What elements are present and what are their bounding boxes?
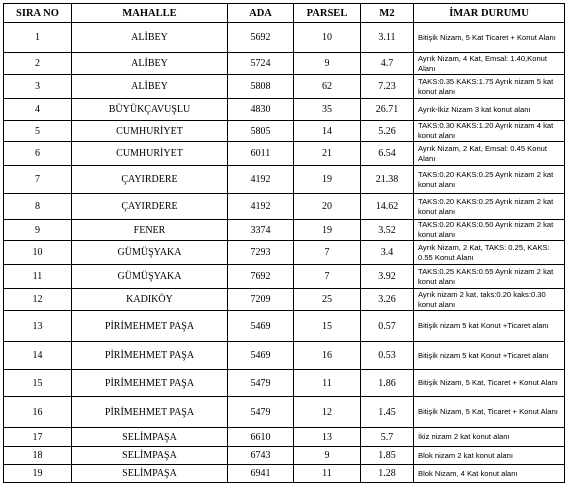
cell-ada: 6941 [228,465,294,483]
cell-mahalle: ÇAYIRDERE [72,194,228,220]
cell-parsel: 9 [294,447,361,465]
table-row [4,121,565,142]
cell-imar-durumu: TAKS:0.20 KAKS:0.25 Ayrık nizam 2 kat konut alanı [414,194,565,220]
cell-mahalle: GÜMÜŞYAKA [72,241,228,265]
cell-mahalle: CUMHURİYET [72,142,228,166]
cell-mahalle: SELİMPAŞA [72,465,228,483]
cell-ada: 7293 [228,241,294,265]
cell-sira-no: 15 [4,370,72,397]
cell-m2: 1.28 [361,465,414,483]
cell-ada: 5805 [228,121,294,142]
cell-parsel: 35 [294,99,361,121]
cell-imar-durumu: TAKS:0.30 KAKS:1.20 Ayrık nizam 4 kat konut alanı [414,121,565,142]
table-row [4,75,565,99]
cell-parsel: 7 [294,265,361,289]
header-sira-no: SIRA NO [4,4,72,23]
cell-imar-durumu: Bitişik Nizam, 5 Kat, Ticaret + Konut Alanı [414,370,565,397]
cell-sira-no: 4 [4,99,72,121]
cell-sira-no: 17 [4,428,72,447]
table-row [4,53,565,75]
cell-mahalle: SELİMPAŞA [72,428,228,447]
cell-mahalle: KADIKÖY [72,289,228,311]
cell-m2: 0.57 [361,311,414,342]
cell-mahalle: FENER [72,220,228,241]
cell-mahalle: PİRİMEHMET PAŞA [72,397,228,428]
cell-m2: 1.45 [361,397,414,428]
cell-parsel: 14 [294,121,361,142]
table-row [4,220,565,241]
header-row [4,4,565,23]
cell-sira-no: 12 [4,289,72,311]
cell-ada: 3374 [228,220,294,241]
cell-parsel: 16 [294,342,361,370]
table-row [4,447,565,465]
table-row [4,166,565,194]
cell-m2: 3.26 [361,289,414,311]
cell-sira-no: 2 [4,53,72,75]
cell-sira-no: 16 [4,397,72,428]
cell-sira-no: 6 [4,142,72,166]
table-row [4,370,565,397]
table-row [4,265,565,289]
table-row [4,397,565,428]
cell-imar-durumu: TAKS:0.20 KAKS:0.50 Ayrık nizam 2 kat konut alanı [414,220,565,241]
cell-m2: 1.86 [361,370,414,397]
cell-ada: 5692 [228,23,294,53]
cell-m2: 5.26 [361,121,414,142]
cell-m2: 7.23 [361,75,414,99]
cell-parsel: 20 [294,194,361,220]
header-m2: M2 [361,4,414,23]
cell-imar-durumu: Bitişik Nizam, 5 Kat, Ticaret + Konut Alanı [414,397,565,428]
header-imar-durumu: İMAR DURUMU [414,4,565,23]
cell-parsel: 19 [294,166,361,194]
cell-m2: 3.52 [361,220,414,241]
cell-m2: 1.85 [361,447,414,465]
cell-imar-durumu: Ayrık nizam 2 kat, taks:0.20 kaks:0.30 konut alanı [414,289,565,311]
cell-imar-durumu: Bitişik nizam 5 kat Konut +Ticaret alanı [414,311,565,342]
cell-sira-no: 3 [4,75,72,99]
imar-table-container [3,3,564,483]
cell-m2: 21.38 [361,166,414,194]
cell-parsel: 11 [294,465,361,483]
table-row [4,289,565,311]
cell-imar-durumu: Ayrık Nizam, 4 Kat, Emsal: 1.40,Konut Alanı [414,53,565,75]
cell-mahalle: PİRİMEHMET PAŞA [72,370,228,397]
cell-ada: 6610 [228,428,294,447]
cell-sira-no: 14 [4,342,72,370]
table-row [4,241,565,265]
cell-parsel: 15 [294,311,361,342]
cell-imar-durumu: Blok nizam 2 kat konut alanı [414,447,565,465]
cell-imar-durumu: Blok Nizam, 4 Kat konut alanı [414,465,565,483]
cell-mahalle: CUMHURİYET [72,121,228,142]
cell-ada: 6743 [228,447,294,465]
imar-table [3,3,565,483]
cell-imar-durumu: TAKS:0.35 KAKS:1.75 Ayrık nizam 5 kat konut alanı [414,75,565,99]
cell-mahalle: PİRİMEHMET PAŞA [72,311,228,342]
table-row [4,194,565,220]
table-body [4,23,565,483]
cell-mahalle: ÇAYIRDERE [72,166,228,194]
cell-mahalle: SELİMPAŞA [72,447,228,465]
cell-ada: 7209 [228,289,294,311]
cell-m2: 14.62 [361,194,414,220]
cell-imar-durumu: Bitişik nizam 5 kat Konut +Ticaret alanı [414,342,565,370]
cell-m2: 5.7 [361,428,414,447]
cell-ada: 4192 [228,166,294,194]
cell-m2: 3.11 [361,23,414,53]
header-mahalle: MAHALLE [72,4,228,23]
cell-mahalle: ALİBEY [72,23,228,53]
cell-parsel: 13 [294,428,361,447]
cell-parsel: 12 [294,397,361,428]
table-row [4,99,565,121]
cell-parsel: 25 [294,289,361,311]
cell-sira-no: 18 [4,447,72,465]
cell-imar-durumu: TAKS:0.25 KAKS:0.55 Ayrık nizam 2 kat konut alanı [414,265,565,289]
cell-ada: 5469 [228,311,294,342]
header-ada: ADA [228,4,294,23]
cell-ada: 5724 [228,53,294,75]
cell-m2: 4.7 [361,53,414,75]
cell-mahalle: ALİBEY [72,53,228,75]
cell-mahalle: ALİBEY [72,75,228,99]
table-row [4,465,565,483]
cell-sira-no: 13 [4,311,72,342]
cell-imar-durumu: TAKS:0.20 KAKS:0.25 Ayrık nizam 2 kat konut alanı [414,166,565,194]
cell-mahalle: BÜYÜKÇAVUŞLU [72,99,228,121]
cell-m2: 6.54 [361,142,414,166]
cell-ada: 5479 [228,397,294,428]
cell-parsel: 10 [294,23,361,53]
cell-parsel: 11 [294,370,361,397]
cell-parsel: 21 [294,142,361,166]
cell-parsel: 9 [294,53,361,75]
cell-ada: 5479 [228,370,294,397]
cell-m2: 3.92 [361,265,414,289]
cell-mahalle: GÜMÜŞYAKA [72,265,228,289]
cell-m2: 0.53 [361,342,414,370]
cell-sira-no: 10 [4,241,72,265]
cell-ada: 6011 [228,142,294,166]
cell-parsel: 7 [294,241,361,265]
cell-imar-durumu: Ayrık Nizam, 2 Kat, Emsal: 0.45 Konut Alanı [414,142,565,166]
cell-sira-no: 19 [4,465,72,483]
cell-imar-durumu: İkiz nizam 2 kat konut alanı [414,428,565,447]
cell-imar-durumu: Bitişik Nizam, 5 Kat Ticaret + Konut Alanı [414,23,565,53]
cell-sira-no: 8 [4,194,72,220]
cell-ada: 4830 [228,99,294,121]
cell-sira-no: 9 [4,220,72,241]
cell-m2: 26.71 [361,99,414,121]
header-parsel: PARSEL [294,4,361,23]
cell-ada: 5469 [228,342,294,370]
cell-imar-durumu: Ayrık Nizam, 2 Kat, TAKS: 0.25, KAKS: 0.55 Konut Alanı [414,241,565,265]
cell-ada: 7692 [228,265,294,289]
cell-mahalle: PİRİMEHMET PAŞA [72,342,228,370]
cell-imar-durumu: Ayrık-İkiz Nizam 3 kat konut alanı [414,99,565,121]
cell-m2: 3.4 [361,241,414,265]
cell-parsel: 62 [294,75,361,99]
cell-sira-no: 5 [4,121,72,142]
cell-ada: 4192 [228,194,294,220]
cell-sira-no: 11 [4,265,72,289]
table-row [4,428,565,447]
cell-parsel: 19 [294,220,361,241]
cell-sira-no: 1 [4,23,72,53]
table-row [4,23,565,53]
cell-sira-no: 7 [4,166,72,194]
table-row [4,142,565,166]
cell-ada: 5808 [228,75,294,99]
table-row [4,311,565,342]
table-row [4,342,565,370]
